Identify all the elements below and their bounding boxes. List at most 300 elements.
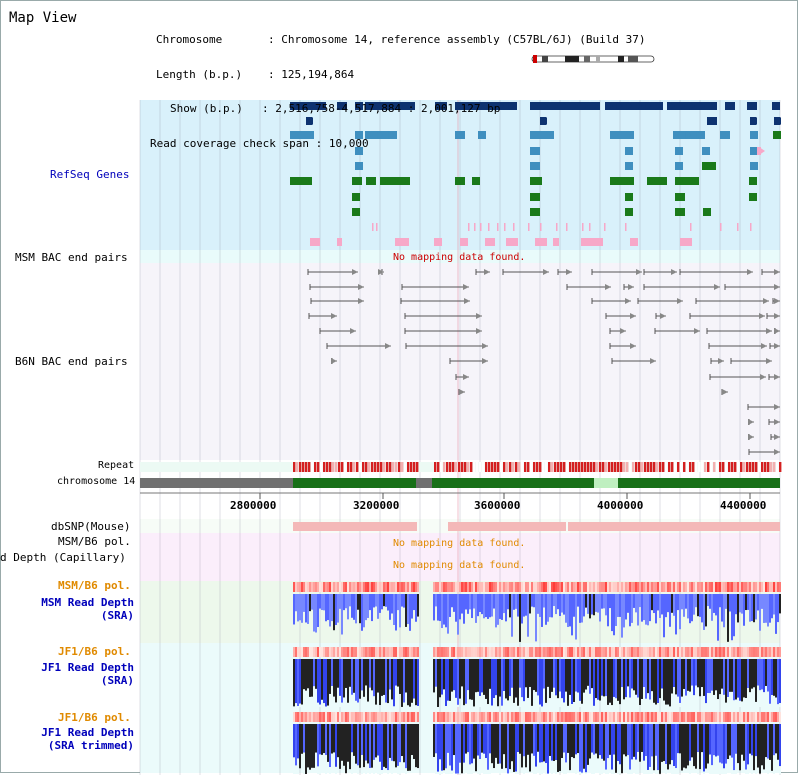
polymorphism-cell	[315, 712, 317, 722]
read-depth-bar	[697, 594, 699, 616]
read-depth-bar	[463, 659, 465, 705]
polymorphism-cell	[361, 582, 363, 592]
polymorphism-cell	[579, 712, 581, 722]
polymorphism-cell	[487, 582, 489, 592]
read-depth-bar	[619, 724, 621, 764]
read-depth-gap	[325, 755, 327, 774]
track-label-refseq[interactable]: RefSeq Genes	[50, 168, 130, 181]
polymorphism-cell	[415, 582, 417, 592]
polymorphism-cell	[399, 712, 401, 722]
read-depth-bar	[365, 594, 367, 620]
read-depth-bar	[357, 724, 359, 765]
repeat-block	[473, 462, 475, 472]
read-depth-bar	[313, 594, 315, 632]
read-depth-bar	[675, 724, 677, 768]
polymorphism-cell	[325, 712, 327, 722]
polymorphism-cell	[681, 647, 683, 657]
repeat-block	[590, 462, 592, 472]
refseq-minor-mark	[750, 223, 752, 231]
polymorphism-cell	[579, 647, 581, 657]
read-depth-gap	[629, 698, 631, 707]
polymorphism-cell	[707, 582, 709, 592]
read-depth-bar	[601, 724, 603, 759]
polymorphism-cell	[571, 712, 573, 722]
read-depth-gap	[747, 764, 749, 774]
polymorphism-cell	[605, 582, 607, 592]
repeat-block	[683, 462, 685, 472]
polymorphism-cell	[519, 582, 521, 592]
read-depth-bar	[435, 594, 437, 606]
polymorphism-cell	[525, 647, 527, 657]
polymorphism-cell	[697, 582, 699, 592]
repeat-block	[437, 462, 439, 472]
read-depth-bar	[515, 594, 517, 609]
polymorphism-cell	[467, 712, 469, 722]
polymorphism-cell	[695, 582, 697, 592]
read-depth-bar	[393, 659, 395, 706]
refseq-minor-mark	[528, 223, 530, 231]
read-depth-gap	[479, 696, 481, 707]
repeat-block	[767, 462, 769, 472]
read-depth-gap	[767, 759, 769, 774]
read-depth-bar	[503, 594, 505, 613]
read-depth-bar	[475, 594, 477, 623]
read-depth-bar	[523, 724, 525, 756]
read-depth-gap	[711, 765, 713, 774]
read-depth-bar	[749, 724, 751, 754]
polymorphism-cell	[451, 647, 453, 657]
refseq-minor-mark	[604, 223, 606, 231]
polymorphism-cell	[565, 582, 567, 592]
read-depth-gap	[735, 754, 737, 774]
polymorphism-cell	[661, 582, 663, 592]
polymorphism-cell	[727, 582, 729, 592]
polymorphism-cell	[731, 712, 733, 722]
polymorphism-cell	[565, 712, 567, 722]
polymorphism-cell	[299, 582, 301, 592]
read-depth-bar	[347, 594, 349, 619]
read-depth-bar	[377, 724, 379, 756]
read-depth-gap	[293, 757, 295, 774]
read-depth-bar	[553, 594, 555, 606]
polymorphism-cell	[679, 712, 681, 722]
track-label-dbsnp[interactable]: dbSNP(Mouse)	[51, 520, 131, 533]
read-depth-gap	[733, 700, 735, 707]
read-depth-bar	[351, 724, 353, 752]
read-depth-gap	[695, 686, 697, 707]
read-depth-bar	[499, 594, 501, 619]
read-depth-gap	[625, 697, 627, 707]
read-depth-bar	[719, 724, 721, 763]
read-depth-bar	[389, 659, 391, 690]
polymorphism-cell	[339, 712, 341, 722]
polymorphism-cell	[583, 712, 585, 722]
polymorphism-cell	[349, 647, 351, 657]
read-depth-bar	[459, 594, 461, 619]
polymorphism-cell	[495, 582, 497, 592]
polymorphism-cell	[587, 712, 589, 722]
polymorphism-cell	[677, 712, 679, 722]
polymorphism-cell	[703, 712, 705, 722]
repeat-block	[779, 462, 781, 472]
polymorphism-cell	[335, 582, 337, 592]
polymorphism-cell	[459, 582, 461, 592]
read-depth-bar	[339, 659, 341, 696]
read-depth-bar	[445, 724, 447, 768]
read-depth-bar	[655, 594, 657, 623]
read-depth-bar	[367, 594, 369, 618]
read-depth-gap	[731, 758, 733, 774]
repeat-block	[458, 462, 460, 472]
polymorphism-cell	[639, 582, 641, 592]
polymorphism-cell	[333, 647, 335, 657]
repeat-block	[356, 462, 358, 472]
polymorphism-cell	[669, 582, 671, 592]
read-depth-bar	[345, 724, 347, 773]
polymorphism-cell	[371, 712, 373, 722]
read-depth-bar	[609, 724, 611, 755]
polymorphism-cell	[711, 712, 713, 722]
read-depth-gap	[469, 764, 471, 774]
polymorphism-cell	[761, 712, 763, 722]
read-depth-bar	[725, 659, 727, 703]
polymorphism-cell	[763, 712, 765, 722]
polymorphism-cell	[397, 647, 399, 657]
polymorphism-cell	[739, 647, 741, 657]
polymorphism-cell	[405, 647, 407, 657]
read-depth-bar	[673, 724, 675, 766]
read-depth-gap	[317, 703, 319, 707]
read-depth-gap	[761, 689, 763, 707]
polymorphism-cell	[545, 647, 547, 657]
read-depth-gap	[403, 703, 405, 707]
chromosome-ideogram[interactable]	[530, 52, 660, 66]
track-label-jf1-b6-pol-1[interactable]: JF1/B6 pol.	[58, 645, 131, 658]
polymorphism-cell	[577, 582, 579, 592]
read-depth-bar	[557, 594, 559, 609]
repeat-block	[440, 462, 442, 472]
read-depth-gap	[709, 755, 711, 774]
track-label-msm-b6-pol-2[interactable]: MSM/B6 pol.	[58, 579, 131, 592]
read-depth-gap	[657, 770, 659, 774]
read-depth-bar	[581, 724, 583, 773]
read-depth-gap	[719, 763, 721, 774]
read-depth-gap	[493, 698, 495, 707]
read-depth-bar	[559, 659, 561, 692]
read-depth-bar	[583, 659, 585, 693]
polymorphism-cell	[453, 647, 455, 657]
read-depth-bar	[295, 724, 297, 765]
read-depth-gap	[677, 697, 679, 707]
polymorphism-cell	[461, 647, 463, 657]
polymorphism-cell	[709, 647, 711, 657]
polymorphism-cell	[317, 647, 319, 657]
read-depth-gap	[601, 759, 603, 774]
polymorphism-cell	[323, 712, 325, 722]
read-depth-bar	[511, 659, 513, 688]
refseq-minor-feature	[460, 238, 468, 246]
read-depth-bar	[637, 659, 639, 698]
polymorphism-cell	[575, 712, 577, 722]
read-depth-bar	[369, 659, 371, 688]
read-depth-bar	[579, 594, 581, 623]
read-depth-bar	[619, 594, 621, 617]
polymorphism-cell	[353, 582, 355, 592]
read-depth-bar	[549, 724, 551, 756]
polymorphism-cell	[607, 582, 609, 592]
polymorphism-cell	[727, 647, 729, 657]
track-label-msm-bac[interactable]: MSM BAC end pairs	[15, 251, 128, 264]
read-depth-bar	[513, 724, 515, 772]
read-depth-bar	[635, 724, 637, 760]
polymorphism-cell	[779, 647, 781, 657]
polymorphism-cell	[305, 647, 307, 657]
polymorphism-cell	[367, 582, 369, 592]
polymorphism-cell	[455, 712, 457, 722]
read-depth-gap	[335, 767, 337, 774]
polymorphism-cell	[321, 647, 323, 657]
track-label-jf1-read-depth-trim[interactable]: JF1 Read Depth	[41, 726, 134, 739]
read-depth-bar	[749, 594, 751, 622]
polymorphism-cell	[733, 582, 735, 592]
polymorphism-cell	[743, 712, 745, 722]
track-label-b6n-bac[interactable]: B6N BAC end pairs	[15, 355, 128, 368]
read-depth-gap	[615, 698, 617, 707]
polymorphism-cell	[485, 647, 487, 657]
read-depth-bar	[381, 724, 383, 770]
polymorphism-cell	[753, 647, 755, 657]
read-depth-bar	[631, 594, 633, 623]
track-label-chromosome[interactable]: chromosome 14	[57, 476, 136, 487]
track-label-msm-b6-pol-1[interactable]: MSM/B6 pol.	[58, 535, 131, 548]
polymorphism-cell	[543, 582, 545, 592]
polymorphism-cell	[703, 582, 705, 592]
read-depth-bar	[575, 594, 577, 639]
read-depth-gap	[631, 759, 633, 774]
track-label-jf1-b6-pol-2[interactable]: JF1/B6 pol.	[58, 711, 131, 724]
polymorphism-cell	[563, 712, 565, 722]
read-depth-bar	[415, 724, 417, 767]
polymorphism-cell	[343, 712, 345, 722]
polymorphism-cell	[547, 647, 549, 657]
polymorphism-cell	[573, 712, 575, 722]
read-depth-bar	[587, 659, 589, 686]
read-depth-bar	[715, 724, 717, 756]
polymorphism-cell	[495, 712, 497, 722]
read-depth-bar	[771, 724, 773, 771]
read-depth-bar	[551, 724, 553, 761]
polymorphism-cell	[553, 712, 555, 722]
read-depth-gap	[773, 755, 775, 774]
repeat-block	[686, 462, 688, 472]
read-depth-bar	[319, 594, 321, 609]
read-depth-gap	[591, 753, 593, 774]
read-depth-bar	[387, 659, 389, 703]
read-depth-bar	[413, 724, 415, 759]
read-depth-bar	[347, 659, 349, 703]
polymorphism-cell	[485, 582, 487, 592]
repeat-block	[695, 462, 697, 472]
polymorphism-cell	[349, 712, 351, 722]
polymorphism-cell	[457, 647, 459, 657]
polymorphism-cell	[759, 647, 761, 657]
dbsnp-block	[568, 522, 780, 531]
polymorphism-cell	[399, 582, 401, 592]
repeat-block	[521, 462, 523, 472]
read-depth-bar	[453, 594, 455, 612]
polymorphism-cell	[707, 712, 709, 722]
read-depth-bar	[361, 594, 363, 631]
read-depth-bar	[705, 594, 707, 626]
read-depth-bar	[525, 594, 527, 616]
track-label-jf1-read-depth[interactable]: JF1 Read Depth	[41, 661, 134, 674]
polymorphism-cell	[721, 712, 723, 722]
read-depth-gap	[395, 686, 397, 707]
read-depth-bar	[379, 594, 381, 613]
read-depth-bar	[723, 659, 725, 695]
read-depth-bar	[373, 659, 375, 696]
polymorphism-cell	[747, 647, 749, 657]
polymorphism-cell	[543, 712, 545, 722]
read-depth-bar	[659, 594, 661, 618]
read-depth-bar	[771, 659, 773, 695]
polymorphism-cell	[491, 712, 493, 722]
repeat-block	[674, 462, 676, 472]
polymorphism-cell	[477, 712, 479, 722]
polymorphism-cell	[499, 582, 501, 592]
read-depth-gap	[441, 771, 443, 774]
refseq-minor-feature	[395, 238, 409, 246]
polymorphism-cell	[577, 647, 579, 657]
read-depth-gap	[485, 758, 487, 774]
polymorphism-cell	[557, 582, 559, 592]
track-label-msm-read-depth[interactable]: MSM Read Depth	[41, 596, 134, 609]
read-depth-bar	[723, 724, 725, 768]
read-depth-bar	[489, 724, 491, 753]
read-depth-bar	[729, 724, 731, 755]
read-depth-gap	[361, 690, 363, 707]
read-depth-gap	[561, 698, 563, 707]
read-depth-bar	[307, 594, 309, 624]
polymorphism-cell	[691, 647, 693, 657]
polymorphism-cell	[311, 582, 313, 592]
polymorphism-cell	[779, 582, 781, 592]
polymorphism-cell	[659, 647, 661, 657]
repeat-block	[704, 462, 706, 472]
polymorphism-cell	[311, 647, 313, 657]
read-depth-bar	[667, 724, 669, 769]
read-depth-gap	[715, 756, 717, 774]
read-depth-bar	[759, 659, 761, 690]
read-depth-bar	[451, 724, 453, 771]
read-depth-gap	[543, 688, 545, 707]
track-label-repeat[interactable]: Repeat	[98, 460, 135, 471]
read-depth-bar	[605, 724, 607, 770]
polymorphism-cell	[301, 582, 303, 592]
polymorphism-cell	[315, 647, 317, 657]
polymorphism-cell	[449, 647, 451, 657]
read-depth-bar	[663, 594, 665, 637]
read-depth-gap	[769, 704, 771, 707]
read-depth-bar	[591, 659, 593, 688]
read-depth-bar	[457, 659, 459, 705]
read-depth-bar	[487, 724, 489, 770]
polymorphism-cell	[723, 582, 725, 592]
read-depth-bar	[639, 724, 641, 762]
read-depth-bar	[329, 659, 331, 694]
read-depth-bar	[411, 724, 413, 755]
polymorphism-cell	[407, 647, 409, 657]
read-depth-bar	[775, 724, 777, 753]
repeat-block	[650, 462, 652, 472]
read-depth-bar	[733, 724, 735, 770]
polymorphism-cell	[527, 712, 529, 722]
polymorphism-cell	[545, 712, 547, 722]
read-depth-bar	[517, 659, 519, 706]
read-depth-gap	[377, 756, 379, 774]
read-depth-bar	[411, 594, 413, 619]
read-depth-bar	[743, 594, 745, 626]
polymorphism-cell	[757, 647, 759, 657]
repeat-block	[641, 462, 643, 472]
read-depth-bar	[669, 594, 671, 627]
read-depth-bar	[363, 659, 365, 697]
polymorphism-cell	[725, 712, 727, 722]
read-depth-bar	[451, 594, 453, 607]
coverage-label: Read coverage check span	[150, 136, 309, 150]
read-depth-gap	[611, 770, 613, 774]
read-depth-bar	[527, 594, 529, 637]
polymorphism-cell	[555, 647, 557, 657]
read-depth-bar	[315, 659, 317, 689]
chromosome-segment	[618, 478, 780, 488]
repeat-block	[524, 462, 526, 472]
polymorphism-cell	[527, 582, 529, 592]
track-label-read-depth-capillary[interactable]: d Depth (Capillary)	[0, 551, 126, 564]
read-depth-gap	[593, 706, 595, 707]
refseq-minor-mark	[566, 223, 568, 231]
read-depth-bar	[543, 594, 545, 608]
read-depth-bar	[613, 724, 615, 755]
repeat-block	[350, 462, 352, 472]
read-depth-bar	[295, 594, 297, 611]
read-depth-bar	[597, 659, 599, 700]
read-depth-bar	[611, 594, 613, 631]
read-depth-bar	[681, 724, 683, 770]
polymorphism-cell	[585, 712, 587, 722]
read-depth-gap	[501, 706, 503, 707]
read-depth-bar	[773, 724, 775, 755]
polymorphism-cell	[461, 712, 463, 722]
read-depth-gap	[533, 756, 535, 774]
refseq-minor-mark	[690, 223, 692, 231]
read-depth-gap	[705, 703, 707, 707]
read-depth-bar	[615, 659, 617, 698]
repeat-block	[395, 462, 397, 472]
polymorphism-cell	[411, 582, 413, 592]
read-depth-bar	[713, 659, 715, 695]
polymorphism-cell	[487, 647, 489, 657]
polymorphism-cell	[359, 582, 361, 592]
polymorphism-cell	[749, 712, 751, 722]
read-depth-bar	[371, 724, 373, 768]
read-depth-bar	[439, 659, 441, 697]
read-depth-gap	[551, 761, 553, 774]
read-depth-gap	[391, 761, 393, 774]
polymorphism-cell	[711, 647, 713, 657]
read-depth-bar	[381, 659, 383, 696]
polymorphism-cell	[511, 582, 513, 592]
